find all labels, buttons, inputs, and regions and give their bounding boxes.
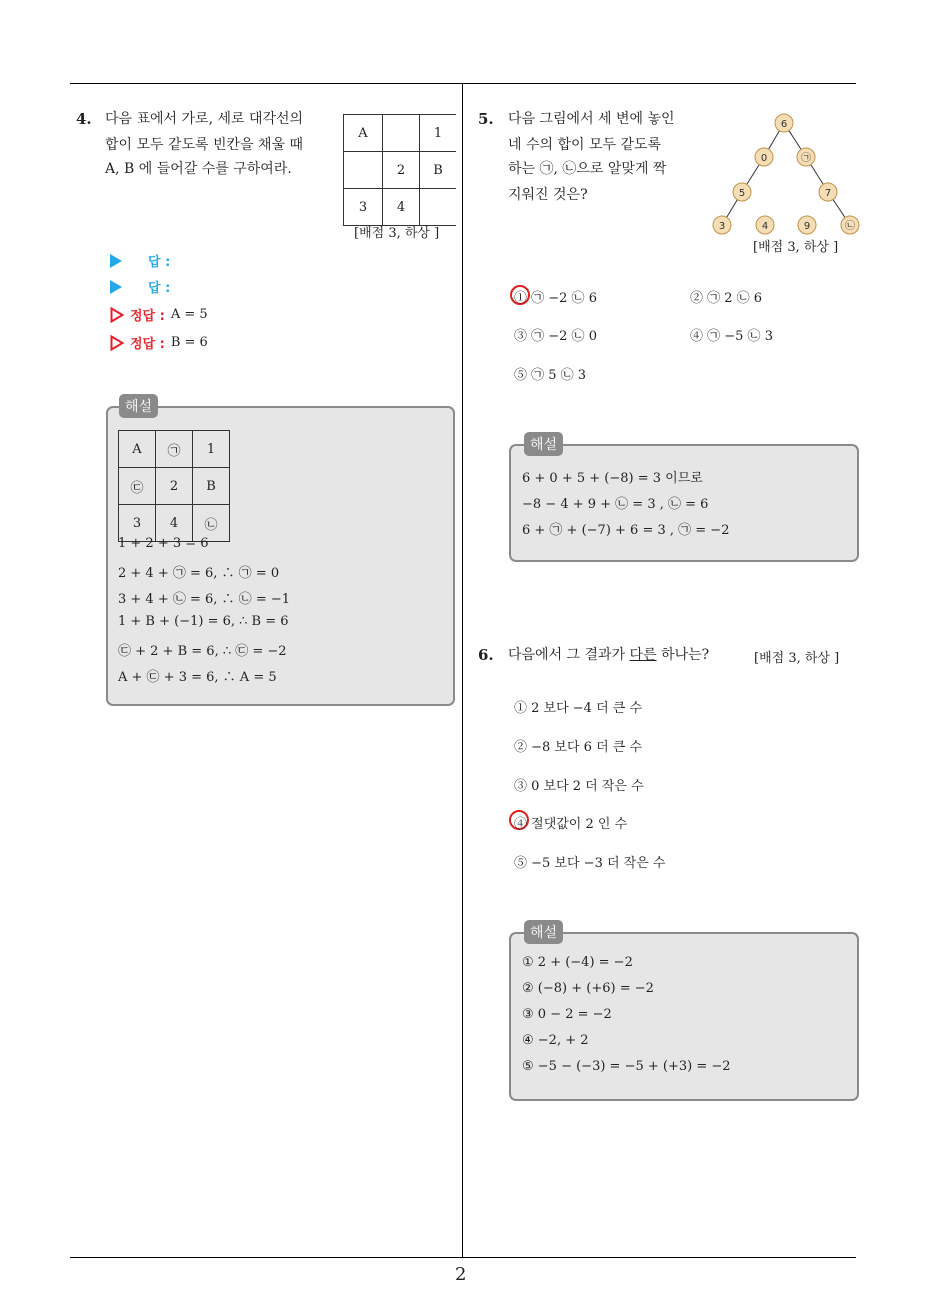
- table-cell: [420, 189, 457, 226]
- option-2[interactable]: ② ㉠ 2 ㉡ 6: [690, 291, 763, 306]
- table-cell: ㉡: [193, 505, 230, 542]
- node-label: 4: [761, 221, 769, 232]
- table-cell: [383, 115, 420, 152]
- answer-label: 답 :: [148, 281, 171, 296]
- node-label: ㉠: [801, 153, 811, 164]
- correct-value: B = 6: [170, 335, 208, 350]
- explanation-line: ④ −2, + 2: [522, 1033, 589, 1048]
- table-cell: A: [344, 115, 383, 152]
- table-cell: 1: [193, 431, 230, 468]
- explanation-line: 1 + 2 + 3 = 6: [118, 536, 209, 551]
- question-text-line: 다음 그림에서 세 변에 놓인: [508, 111, 675, 127]
- correct-label: 정답 :: [130, 337, 165, 352]
- answer-arrow-icon: [110, 280, 122, 294]
- magic-square-table: [343, 114, 456, 226]
- explanation-line: ㉢ + 2 + B = 6, ∴ ㉢ = −2: [118, 644, 287, 659]
- question-text-line: A, B 에 들어갈 수를 구하여라.: [105, 161, 292, 177]
- option-3[interactable]: ③ 0 보다 2 더 작은 수: [514, 779, 644, 794]
- question-text-line: 지워진 것은?: [508, 187, 588, 203]
- table-cell: 3: [119, 505, 156, 542]
- option-1[interactable]: ① ㉠ −2 ㉡ 6: [514, 291, 597, 306]
- correct-label: 정답 :: [130, 309, 165, 324]
- page-number: 2: [455, 1264, 467, 1285]
- node-label: 7: [824, 188, 832, 199]
- question-text-pre: 다음에서 그 결과가: [508, 647, 630, 663]
- option-5[interactable]: ⑤ −5 보다 −3 더 작은 수: [514, 856, 666, 871]
- correct-value: A = 5: [170, 307, 208, 322]
- table-cell: 4: [383, 189, 420, 226]
- question-text-emphasis: 다른: [629, 647, 657, 663]
- explanation-line: −8 − 4 + 9 + ㉡ = 3 , ㉡ = 6: [522, 497, 709, 512]
- bottom-rule: [70, 1257, 856, 1258]
- explanation-line: ① 2 + (−4) = −2: [522, 955, 633, 970]
- option-2[interactable]: ② −8 보다 6 더 큰 수: [514, 740, 643, 755]
- option-5[interactable]: ⑤ ㉠ 5 ㉡ 3: [514, 368, 587, 383]
- table-cell: [344, 152, 383, 189]
- explanation-line: A + ㉢ + 3 = 6, ∴ A = 5: [118, 670, 277, 685]
- node-label: 5: [738, 188, 746, 199]
- score-label: [배점 3, 하상 ]: [753, 240, 839, 255]
- answer-row: [110, 277, 170, 296]
- explanation-line: 3 + 4 + ㉡ = 6, ∴ ㉡ = −1: [118, 592, 291, 607]
- table-cell: 2: [156, 468, 193, 505]
- question-number: 6.: [478, 646, 494, 664]
- score-label: [배점 3, 하상 ]: [354, 226, 440, 241]
- question-number: 5.: [478, 110, 494, 128]
- outline-arrow-icon: [110, 335, 124, 351]
- node-label: 9: [803, 221, 811, 232]
- explanation-line: 6 + 0 + 5 + (−8) = 3 이므로: [522, 471, 703, 486]
- explanation-line: 1 + B + (−1) = 6, ∴ B = 6: [118, 614, 289, 629]
- question-text-line: 다음 표에서 가로, 세로 대각선의: [105, 111, 304, 127]
- option-4[interactable]: ④ 절댓값이 2 인 수: [514, 817, 628, 832]
- explanation-title: 해설: [119, 394, 158, 418]
- question-text-line: 합이 모두 같도록 빈칸을 채울 때: [105, 137, 304, 153]
- score-label: [배점 3, 하상 ]: [754, 651, 840, 666]
- explanation-table: [118, 430, 230, 542]
- outline-arrow-icon: [110, 307, 124, 323]
- table-cell: 3: [344, 189, 383, 226]
- explanation-line: ③ 0 − 2 = −2: [522, 1007, 612, 1022]
- question-text-line: 네 수의 합이 모두 같도록: [508, 137, 662, 153]
- node-label: 6: [780, 119, 788, 130]
- answer-arrow-icon: [110, 254, 122, 268]
- answer-label: 답 :: [148, 255, 171, 270]
- option-3[interactable]: ③ ㉠ −2 ㉡ 0: [514, 329, 597, 344]
- explanation-line: ⑤ −5 − (−3) = −5 + (+3) = −2: [522, 1059, 731, 1074]
- table-cell: ㉠: [156, 431, 193, 468]
- table-cell: 4: [156, 505, 193, 542]
- explanation-line: 6 + ㉠ + (−7) + 6 = 3 , ㉠ = −2: [522, 523, 730, 538]
- table-cell: ㉢: [119, 468, 156, 505]
- question-text-post: 하나는?: [656, 647, 710, 663]
- correct-answer-row: [110, 333, 208, 352]
- question-text: [508, 644, 709, 666]
- explanation-line: ② (−8) + (+6) = −2: [522, 981, 654, 996]
- explanation-line: 2 + 4 + ㉠ = 6, ∴ ㉠ = 0: [118, 566, 280, 581]
- question-text-line: 하는 ㉠, ㉡으로 알맞게 짝: [508, 161, 667, 177]
- top-rule: [70, 83, 856, 84]
- option-4[interactable]: ④ ㉠ −5 ㉡ 3: [690, 329, 773, 344]
- node-label: 0: [760, 153, 768, 164]
- table-cell: 1: [420, 115, 457, 152]
- answer-row: [110, 251, 170, 270]
- correct-answer-row: [110, 305, 208, 324]
- column-divider: [462, 83, 463, 1258]
- table-cell: 2: [383, 152, 420, 189]
- option-1[interactable]: ① 2 보다 −4 더 큰 수: [514, 701, 643, 716]
- explanation-title: 해설: [524, 432, 563, 456]
- question-number: 4.: [76, 110, 92, 128]
- node-label: 3: [718, 221, 726, 232]
- triangle-diagram: [700, 108, 870, 238]
- node-label: ㉡: [845, 221, 855, 232]
- table-cell: B: [193, 468, 230, 505]
- explanation-title: 해설: [524, 920, 563, 944]
- table-cell: A: [119, 431, 156, 468]
- table-cell: B: [420, 152, 457, 189]
